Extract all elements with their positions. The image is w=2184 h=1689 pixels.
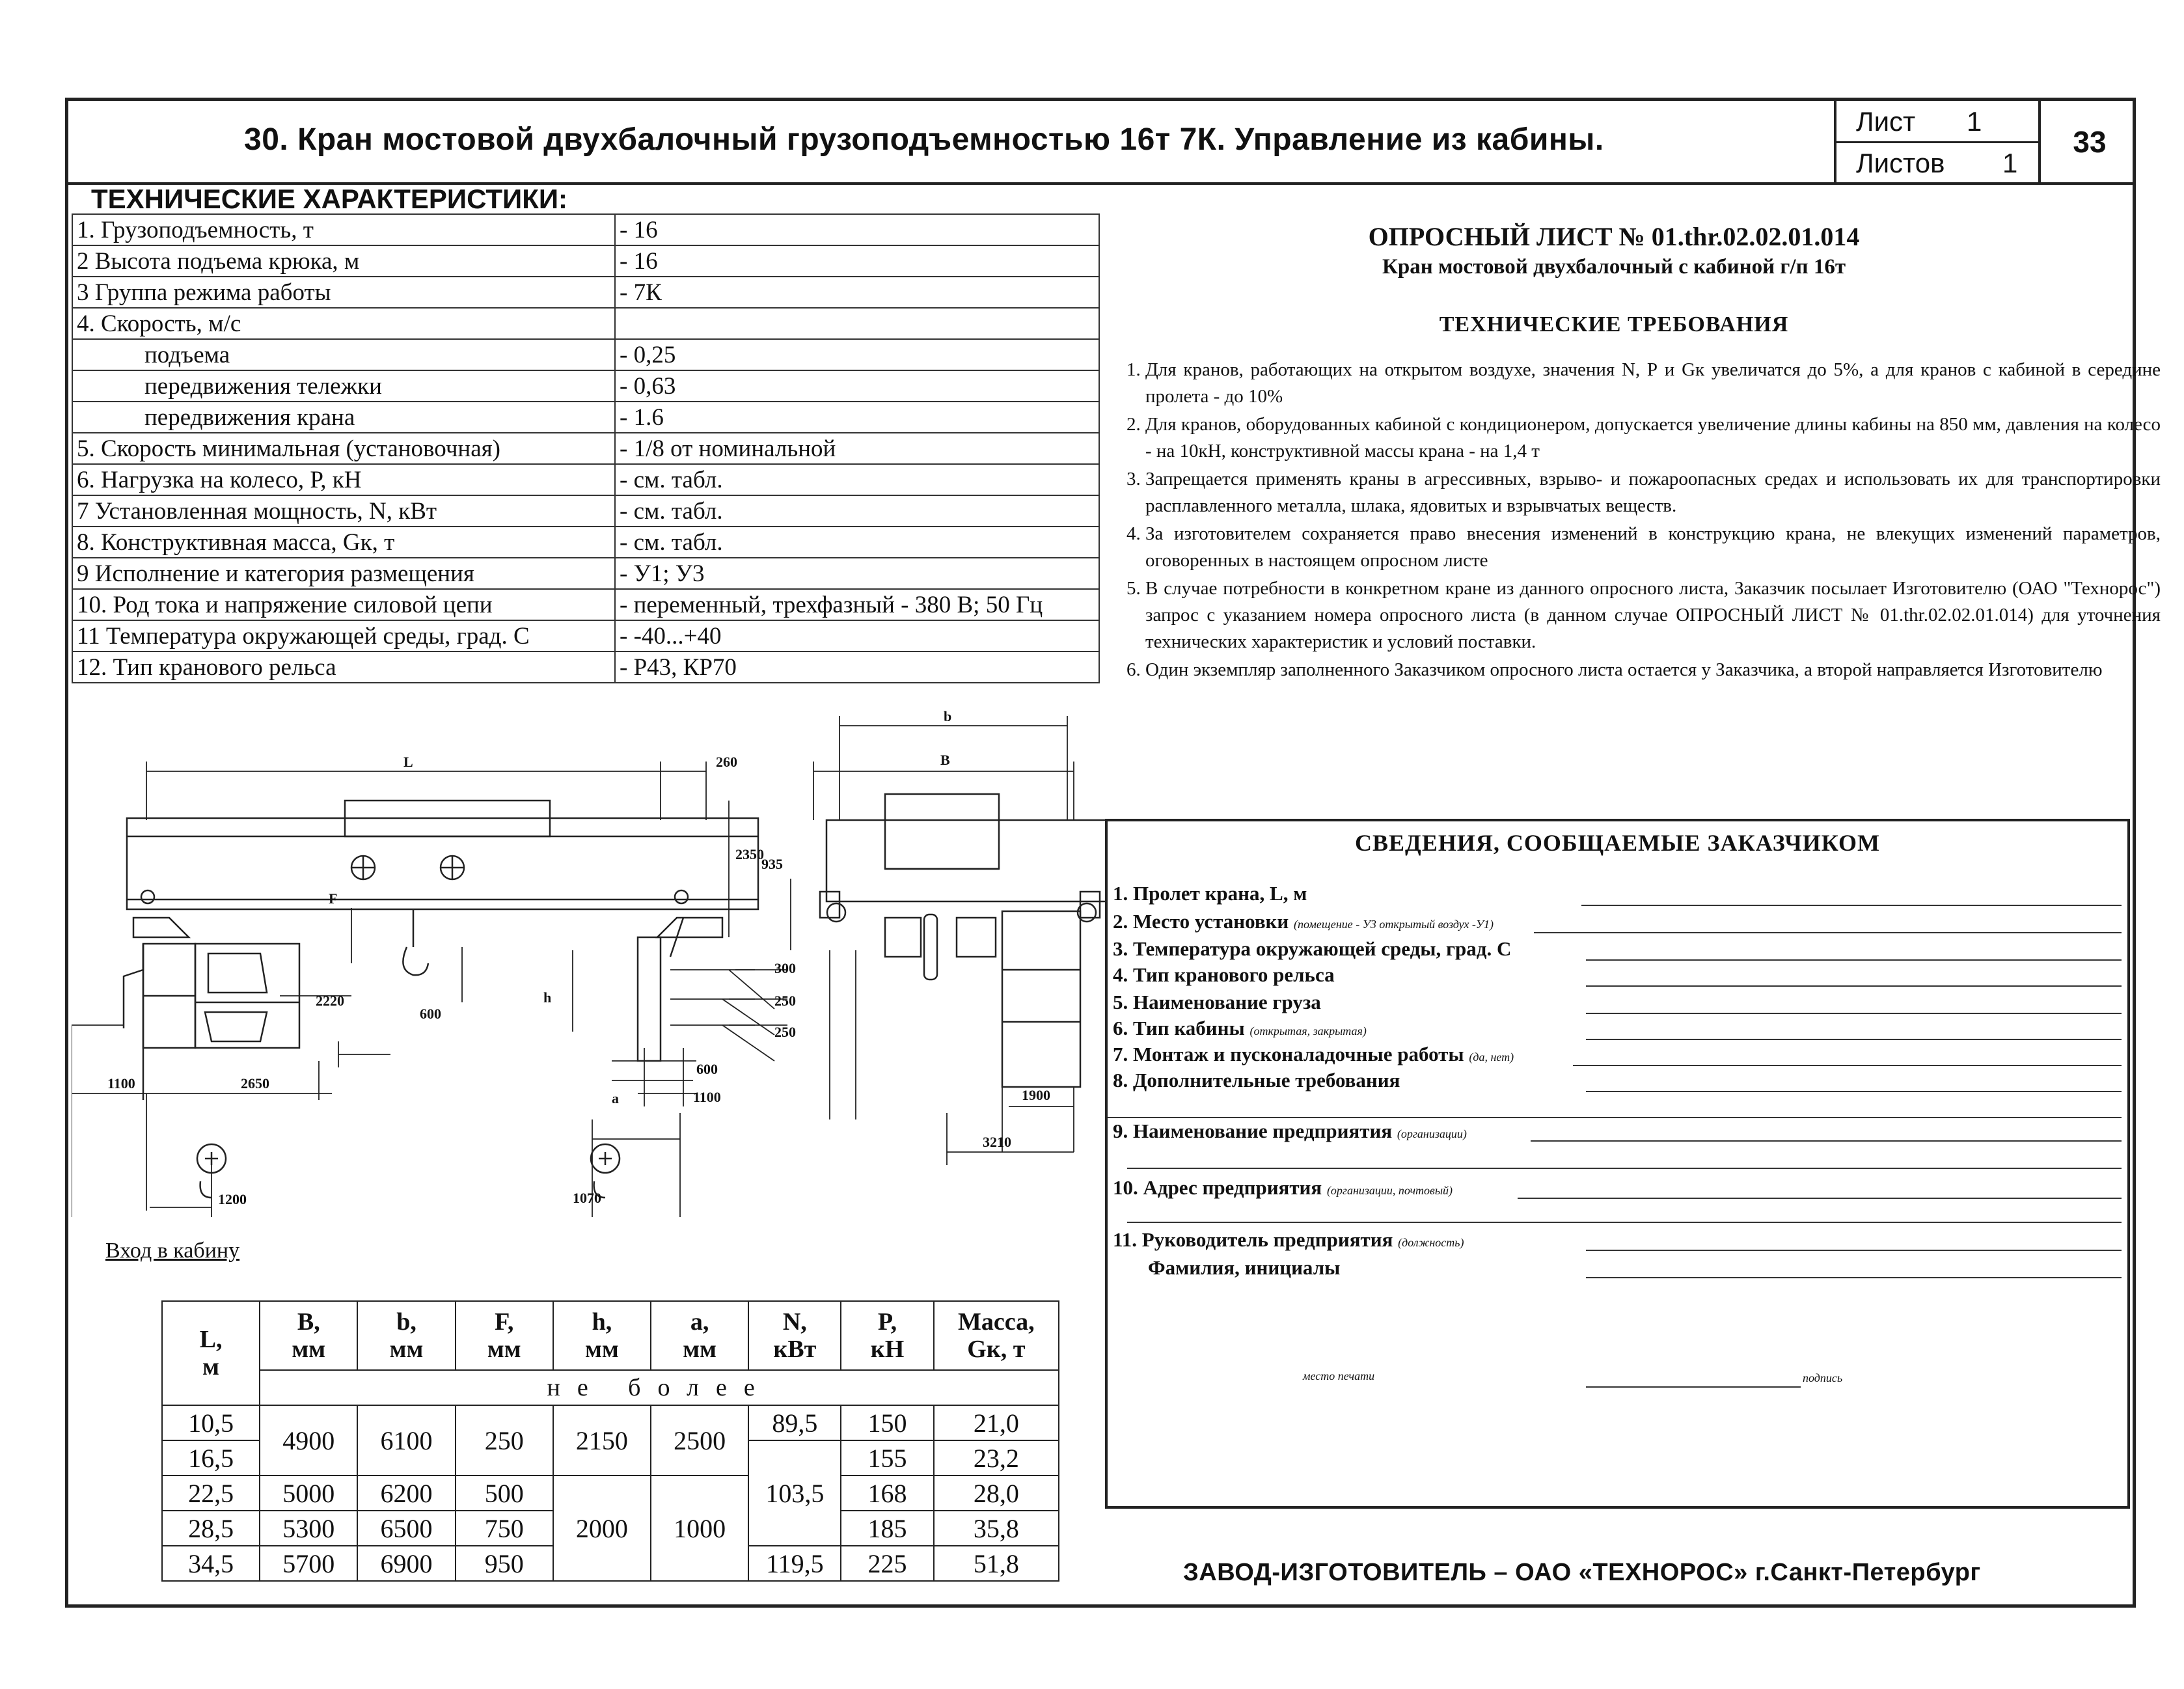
spec-row bbox=[72, 589, 1099, 620]
cell-b: 6100 bbox=[357, 1405, 455, 1476]
spec-value: - 1.6 bbox=[615, 402, 1099, 433]
spec-label: 2 Высота подъема крюка, м bbox=[72, 245, 615, 277]
spec-value: - см. табл. bbox=[615, 464, 1099, 495]
field-installation: 7. Монтаж и пусконаладочные работы (да, нет) bbox=[1113, 1043, 1514, 1065]
dim-b: b bbox=[944, 708, 952, 724]
col-P: P, кН bbox=[841, 1301, 933, 1370]
customer-info-box bbox=[1105, 819, 2130, 1509]
crane-drawing bbox=[72, 696, 1106, 1282]
field-additional: 8. Дополнительные требования bbox=[1113, 1069, 1400, 1092]
signature-line[interactable] bbox=[1586, 1386, 1801, 1388]
cell-mass: 23,2 bbox=[934, 1440, 1059, 1476]
field-installation-line[interactable] bbox=[1573, 1065, 2122, 1066]
field-name: Фамилия, инициалы bbox=[1148, 1256, 1341, 1279]
spec-label: подъема bbox=[72, 339, 615, 370]
cell-F: 250 bbox=[456, 1405, 553, 1476]
cell-mass: 21,0 bbox=[934, 1405, 1059, 1440]
cell-L: 28,5 bbox=[162, 1511, 260, 1546]
dim-F: F bbox=[329, 890, 338, 907]
cell-N: 103,5 bbox=[748, 1440, 841, 1546]
spec-value: - 0,63 bbox=[615, 370, 1099, 402]
cell-P: 185 bbox=[841, 1511, 933, 1546]
dim-1100b: 1100 bbox=[693, 1089, 721, 1105]
spec-row bbox=[72, 464, 1099, 495]
spec-value: - см. табл. bbox=[615, 527, 1099, 558]
cell-b: 6900 bbox=[357, 1546, 455, 1581]
spec-label: передвижения крана bbox=[72, 402, 615, 433]
spec-label: 9 Исполнение и категория размещения bbox=[72, 558, 615, 589]
dim-1900: 1900 bbox=[1022, 1087, 1050, 1103]
dim-2650: 2650 bbox=[241, 1075, 269, 1092]
col-B: B, мм bbox=[260, 1301, 357, 1370]
dim-a: a bbox=[612, 1090, 619, 1106]
spec-row bbox=[72, 308, 1099, 339]
cell-L: 34,5 bbox=[162, 1546, 260, 1581]
dim-300: 300 bbox=[774, 960, 796, 976]
spec-row bbox=[72, 339, 1099, 370]
not-more-row: не более bbox=[260, 1370, 1059, 1405]
spec-value: - Р43, КР70 bbox=[615, 652, 1099, 683]
requirements-heading: ТЕХНИЧЕСКИЕ ТРЕБОВАНИЯ bbox=[1439, 312, 1789, 336]
field-name-line[interactable] bbox=[1586, 1277, 2122, 1278]
col-b: b, мм bbox=[357, 1301, 455, 1370]
cell-a: 1000 bbox=[651, 1476, 748, 1581]
cab-entry-label: Вход в кабину bbox=[105, 1239, 240, 1263]
requirement-item: 2. Для кранов, оборудованных кабиной с кондиционером, допускается увеличение длины кабины на 850 мм, давления на колесо - на 10кН, конструктивной массы крана - на 1,4 т bbox=[1145, 411, 2161, 465]
specs-table bbox=[72, 213, 1100, 683]
requirement-item: 3. Запрещается применять краны в агрессивных, взрыво- и пожароопасных средах и использовать их для транспортировки расплавленного металла, шлака, ядовитых и взрывчатых веществ. bbox=[1145, 466, 2161, 519]
dim-250a: 250 bbox=[774, 993, 796, 1009]
sheets-row bbox=[1836, 141, 2038, 182]
col-N: N, кВт bbox=[748, 1301, 841, 1370]
end-view-trolley bbox=[885, 794, 999, 869]
spec-label: 8. Конструктивная масса, Gк, т bbox=[72, 527, 615, 558]
requirement-item: 1. Для кранов, работающих на открытом воздухе, значения N, Р и Gк увеличатся до 5%, а для кранов с кабиной в середине пролета - до 10% bbox=[1145, 357, 2161, 410]
dim-L: L bbox=[403, 754, 413, 770]
page-title: 30. Кран мостовой двухбалочный грузоподъемностью 16т 7К. Управление из кабины. bbox=[244, 122, 1604, 157]
field-rail-line[interactable] bbox=[1586, 985, 2122, 987]
field-address-line-1[interactable] bbox=[1518, 1198, 2122, 1199]
dim-1070: 1070 bbox=[573, 1190, 601, 1206]
field-company-line-2[interactable] bbox=[1127, 1168, 2122, 1169]
col-L: L, м bbox=[162, 1301, 260, 1405]
end-view-girder bbox=[826, 820, 1106, 901]
spec-label: 10. Род тока и напряжение силовой цепи bbox=[72, 589, 615, 620]
cell-F: 500 bbox=[456, 1476, 553, 1511]
cell-N: 119,5 bbox=[748, 1546, 841, 1581]
sheet-label: Лист bbox=[1856, 106, 1916, 137]
spec-label: 3 Группа режима работы bbox=[72, 277, 615, 308]
spec-row bbox=[72, 245, 1099, 277]
title-row bbox=[68, 101, 2133, 185]
field-temperature-line[interactable] bbox=[1586, 959, 2122, 961]
requirements-list bbox=[1106, 357, 2161, 685]
field-cargo: 5. Наименование груза bbox=[1113, 991, 1321, 1013]
tech-heading: ТЕХНИЧЕСКИЕ ХАРАКТЕРИСТИКИ: bbox=[91, 184, 568, 214]
dim-2350: 2350 bbox=[735, 846, 764, 862]
spec-value: - см. табл. bbox=[615, 495, 1099, 527]
spec-row bbox=[72, 370, 1099, 402]
field-director-line[interactable] bbox=[1586, 1250, 2122, 1251]
spec-label: 11 Температура окружающей среды, град. С bbox=[72, 620, 615, 652]
field-location: 2. Место установки (помещение - У3 открытый воздух -У1) bbox=[1113, 910, 1494, 933]
spec-label: 4. Скорость, м/с bbox=[72, 308, 615, 339]
spec-value: - 16 bbox=[615, 245, 1099, 277]
cell-B: 5700 bbox=[260, 1546, 357, 1581]
spec-row bbox=[72, 620, 1099, 652]
col-h: h, мм bbox=[553, 1301, 651, 1370]
factory-footer: ЗАВОД-ИЗГОТОВИТЕЛЬ – ОАО «ТЕХНОРОС» г.Санкт-Петербург bbox=[1183, 1559, 1981, 1586]
spec-row bbox=[72, 495, 1099, 527]
field-company-line-1[interactable] bbox=[1531, 1140, 2122, 1142]
dim-600b: 600 bbox=[696, 1061, 718, 1077]
dim-1100a: 1100 bbox=[107, 1075, 135, 1092]
cell-F: 750 bbox=[456, 1511, 553, 1546]
dimensions-table bbox=[161, 1300, 1059, 1582]
spec-row bbox=[72, 402, 1099, 433]
spec-label: 7 Установленная мощность, N, кВт bbox=[72, 495, 615, 527]
cell-h: 2150 bbox=[553, 1405, 651, 1476]
page-number: 33 bbox=[2038, 101, 2138, 182]
cell-B: 5300 bbox=[260, 1511, 357, 1546]
dim-2220: 2220 bbox=[316, 993, 344, 1009]
dim-h: h bbox=[543, 989, 552, 1006]
field-span: 1. Пролет крана, L, м bbox=[1113, 882, 1307, 905]
sheet-value: 1 bbox=[1967, 106, 1982, 137]
requirement-item: 5. В случае потребности в конкретном кране из данного опросного листа, Заказчик посылает Изготовителю (ОАО "Технорос") запрос с указанием номера опросного листа (в данном случае ОПРОСНЫЙ ЛИСТ № 01.thr.02.02.01.014) для уточнения технических характеристик и условий поставки. bbox=[1145, 575, 2161, 655]
sheet-box bbox=[1834, 101, 2038, 182]
spec-row bbox=[72, 433, 1099, 464]
spec-label: передвижения тележки bbox=[72, 370, 615, 402]
cell-B: 4900 bbox=[260, 1405, 357, 1476]
spec-value: - 16 bbox=[615, 214, 1099, 245]
cell-P: 150 bbox=[841, 1405, 933, 1440]
spec-value: - 1/8 от номинальной bbox=[615, 433, 1099, 464]
questionnaire-subtitle: Кран мостовой двухбалочный с кабиной г/п 16т bbox=[1382, 255, 1846, 279]
signature-label: подпись bbox=[1803, 1371, 1843, 1384]
cell-B: 5000 bbox=[260, 1476, 357, 1511]
cell-L: 10,5 bbox=[162, 1405, 260, 1440]
dim-B: B bbox=[940, 752, 950, 768]
questionnaire-title: ОПРОСНЫЙ ЛИСТ № 01.thr.02.02.01.014 bbox=[1368, 222, 1860, 251]
cell-mass: 35,8 bbox=[934, 1511, 1059, 1546]
dim-250b: 250 bbox=[774, 1024, 796, 1040]
cell-b: 6200 bbox=[357, 1476, 455, 1511]
sheets-value: 1 bbox=[2002, 148, 2018, 178]
spec-row bbox=[72, 652, 1099, 683]
dim-600a: 600 bbox=[420, 1006, 441, 1022]
cell-mass: 51,8 bbox=[934, 1546, 1059, 1581]
col-a: a, мм bbox=[651, 1301, 748, 1370]
cell-P: 168 bbox=[841, 1476, 933, 1511]
spec-row bbox=[72, 214, 1099, 245]
field-director: 11. Руководитель предприятия (должность) bbox=[1113, 1228, 1464, 1251]
field-company: 9. Наименование предприятия (организации) bbox=[1113, 1119, 1467, 1142]
bridge-girder bbox=[127, 818, 758, 909]
dim-935: 935 bbox=[761, 856, 783, 872]
spec-value: - -40...+40 bbox=[615, 620, 1099, 652]
cell-P: 225 bbox=[841, 1546, 933, 1581]
dim-3210: 3210 bbox=[983, 1134, 1011, 1150]
spec-value: - 0,25 bbox=[615, 339, 1099, 370]
col-F: F, мм bbox=[456, 1301, 553, 1370]
cell-L: 16,5 bbox=[162, 1440, 260, 1476]
field-cabin-type-line[interactable] bbox=[1586, 1039, 2122, 1040]
field-location-line[interactable] bbox=[1534, 932, 2122, 933]
spec-label: 6. Нагрузка на колесо, Р, кН bbox=[72, 464, 615, 495]
field-rail: 4. Тип кранового рельса bbox=[1113, 963, 1335, 986]
customer-info-title: СВЕДЕНИЯ, СООБЩАЕМЫЕ ЗАКАЗЧИКОМ bbox=[1355, 830, 1880, 856]
cell-h: 2000 bbox=[553, 1476, 651, 1581]
spec-label: 1. Грузоподъемность, т bbox=[72, 214, 615, 245]
requirement-item: 6. Один экземпляр заполненного Заказчиком опросного листа остается у Заказчика, а второй направляется Изготовителю bbox=[1145, 657, 2161, 683]
spec-row bbox=[72, 277, 1099, 308]
cell-mass: 28,0 bbox=[934, 1476, 1059, 1511]
spec-row bbox=[72, 527, 1099, 558]
dim-260: 260 bbox=[716, 754, 737, 770]
cell-N: 89,5 bbox=[748, 1405, 841, 1440]
spec-label: 5. Скорость минимальная (установочная) bbox=[72, 433, 615, 464]
field-additional-line-2[interactable] bbox=[1108, 1117, 2122, 1118]
stamp-place-label: место печати bbox=[1303, 1369, 1375, 1382]
cell-L: 22,5 bbox=[162, 1476, 260, 1511]
sheet-row bbox=[1836, 101, 2038, 143]
field-cargo-line[interactable] bbox=[1586, 1013, 2122, 1014]
cell-a: 2500 bbox=[651, 1405, 748, 1476]
requirement-item: 4. За изготовителем сохраняется право внесения изменений в конструкцию крана, не влекущих изменений параметров, оговоренных в настоящем опросном листе bbox=[1145, 521, 2161, 574]
spec-value: - У1; У3 bbox=[615, 558, 1099, 589]
spec-value: - переменный, трехфазный - 380 В; 50 Гц bbox=[615, 589, 1099, 620]
field-temperature: 3. Температура окружающей среды, град. С bbox=[1113, 937, 1512, 960]
field-additional-line-1[interactable] bbox=[1586, 1091, 2122, 1092]
dim-1200: 1200 bbox=[218, 1191, 247, 1207]
spec-value: - 7К bbox=[615, 277, 1099, 308]
spec-value bbox=[615, 308, 1099, 339]
spec-row bbox=[72, 558, 1099, 589]
field-cabin-type: 6. Тип кабины (открытая, закрытая) bbox=[1113, 1017, 1367, 1039]
cell-F: 950 bbox=[456, 1546, 553, 1581]
spec-label: 12. Тип кранового рельса bbox=[72, 652, 615, 683]
sheets-label: Листов bbox=[1856, 148, 1945, 178]
field-address-line-2[interactable] bbox=[1127, 1222, 2122, 1223]
cell-b: 6500 bbox=[357, 1511, 455, 1546]
cell-P: 155 bbox=[841, 1440, 933, 1476]
field-address: 10. Адрес предприятия (организации, почтовый) bbox=[1113, 1176, 1453, 1199]
col-mass: Масса, Gк, т bbox=[934, 1301, 1059, 1370]
field-span-line[interactable] bbox=[1581, 905, 2122, 906]
